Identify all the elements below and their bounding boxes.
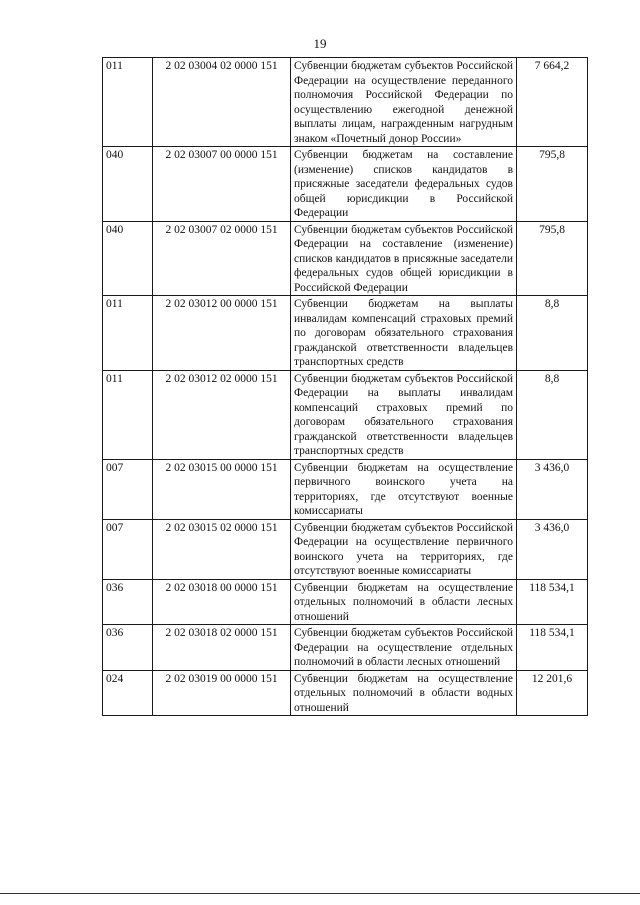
table-row [103,459,588,519]
description-cell: Субвенции бюджетам субъектов Российской Федерации на составление (изменение) списков кандидатов в присяжные заседатели федеральных судов общей юрисдикции в Российской Федерации [291,221,517,296]
amount-cell: 8,8 [517,296,588,371]
table-row [103,296,588,371]
description-cell: Субвенции бюджетам на составление (изменение) списков кандидатов в присяжные заседатели федеральных судов общей юрисдикции в Российской Федерации [291,147,517,222]
description-cell: Субвенции бюджетам на выплаты инвалидам компенсаций страховых премий по договорам обязательного страхования гражданской ответственности владельцев транспортных средств [291,296,517,371]
budget-table-body [103,58,588,716]
page-bottom-rule [0,893,640,894]
description-cell: Субвенции бюджетам субъектов Российской Федерации на осуществление первичного воинского учета на территориях, где отсутствуют военные комиссариаты [291,519,517,579]
budget-table [102,57,588,716]
budget-classification-code-cell: 2 02 03018 02 0000 151 [153,625,291,671]
description-cell: Субвенции бюджетам субъектов Российской Федерации на выплаты инвалидам компенсаций страховых премий по договорам обязательного страхования гражданской ответственности владельцев транспортных средств [291,370,517,459]
admin-code-cell: 011 [103,296,153,371]
table-row [103,370,588,459]
budget-classification-code-cell: 2 02 03015 00 0000 151 [153,459,291,519]
budget-classification-code-cell: 2 02 03019 00 0000 151 [153,670,291,716]
budget-classification-code-cell: 2 02 03004 02 0000 151 [153,58,291,147]
amount-cell: 795,8 [517,221,588,296]
budget-classification-code-cell: 2 02 03007 02 0000 151 [153,221,291,296]
budget-classification-code-cell: 2 02 03018 00 0000 151 [153,579,291,625]
budget-classification-code-cell: 2 02 03012 00 0000 151 [153,296,291,371]
admin-code-cell: 040 [103,147,153,222]
amount-cell: 3 436,0 [517,519,588,579]
table-row [103,670,588,716]
admin-code-cell: 011 [103,58,153,147]
table-row [103,221,588,296]
table-row [103,147,588,222]
amount-cell: 795,8 [517,147,588,222]
description-cell: Субвенции бюджетам на осуществление отдельных полномочий в области лесных отношений [291,579,517,625]
admin-code-cell: 036 [103,625,153,671]
admin-code-cell: 007 [103,519,153,579]
amount-cell: 118 534,1 [517,625,588,671]
description-cell: Субвенции бюджетам субъектов Российской Федерации на осуществление отдельных полномочий в области лесных отношений [291,625,517,671]
admin-code-cell: 007 [103,459,153,519]
budget-classification-code-cell: 2 02 03007 00 0000 151 [153,147,291,222]
table-row [103,625,588,671]
admin-code-cell: 036 [103,579,153,625]
table-row [103,579,588,625]
table-row [103,519,588,579]
amount-cell: 8,8 [517,370,588,459]
amount-cell: 12 201,6 [517,670,588,716]
description-cell: Субвенции бюджетам на осуществление первичного воинского учета на территориях, где отсутствуют военные комиссариаты [291,459,517,519]
budget-classification-code-cell: 2 02 03012 02 0000 151 [153,370,291,459]
description-cell: Субвенции бюджетам субъектов Российской Федерации на осуществление переданного полномочия Российской Федерации по осуществлению ежегодной денежной выплаты лицам, награжденным нагрудным знаком «Почетный донор России» [291,58,517,147]
admin-code-cell: 024 [103,670,153,716]
table-row [103,58,588,147]
amount-cell: 3 436,0 [517,459,588,519]
amount-cell: 118 534,1 [517,579,588,625]
page-number: 19 [313,36,327,51]
admin-code-cell: 040 [103,221,153,296]
description-cell: Субвенции бюджетам на осуществление отдельных полномочий в области водных отношений [291,670,517,716]
amount-cell: 7 664,2 [517,58,588,147]
admin-code-cell: 011 [103,370,153,459]
budget-classification-code-cell: 2 02 03015 02 0000 151 [153,519,291,579]
